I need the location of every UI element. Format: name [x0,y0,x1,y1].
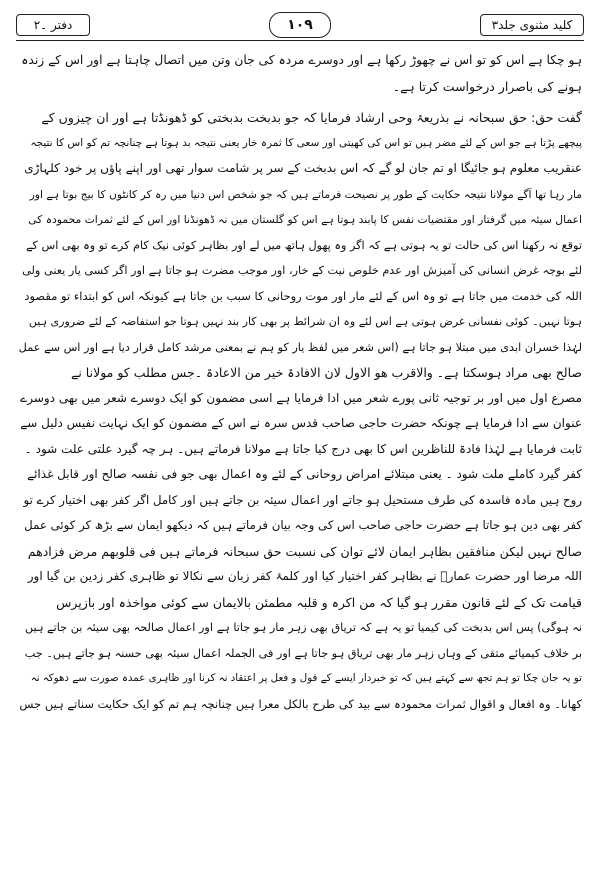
text-line: عنوان سے ادا فرمایا ہے چونکہ حضرت حاجی صاحب قدس سرہ نے اس کے مضمون کو ایک نہایت نفیس دلیل سے [20,416,582,430]
book-title-label: کلید مثنوی جلد۳ [480,14,584,36]
text-line: تو یہ جان چکا تو ہم تجھ سے کہتے ہیں کہ تو خبردار ایسے کے قول و فعل پر اعتقاد نہ کرنا اور ظاہری عمدہ صورت سے دھوکہ نہ [30,672,582,684]
page-header [16,12,584,38]
text-line: پیچھے پڑتا ہے جو اس کے لئے مضر ہیں تو اس کی کھیتی اور سعی کا ثمرہ خار یعنی نتیجہ بد ہوتا ہے چنانچہ تم کو اس کا نتیجہ [30,136,582,149]
page-number: ۱۰۹ [269,12,331,38]
text-line: نہ ہوگی) پس اس بدبخت کی کیمیا تو یہ ہے کہ تریاق بھی زہر مار ہو جاتا ہے اور اعمال صالحہ بھی سیئہ بن جاتے ہیں [24,621,582,634]
text-line: ہو چکا ہے اس کو تو اس نے چھوڑ رکھا ہے اور دوسرے مردہ کی جان وتن میں اتصال چاہتا ہے اور اس کے زندہ [21,53,582,67]
text-line: اعمال سیئہ میں گرفتار اور مقتضیات نفس کا پابند ہوتا ہے اس کو گلستان میں نہ ڈھونڈنا اور اس کے لئے ثمرات محمودہ کی [28,213,582,226]
text-line: کفر گیرد کاملے ملت شود ۔ یعنی مبتلائے امراض روحانی کے لئے وہ اعمال بھی جو فی نفسہ صالح اور قابل غذائے [27,467,582,481]
text-line: عنقریب معلوم ہو جائیگا او تم جان لو گے کہ اس بدبخت کے سر پر شامت سوار تھی اور اپنے پاؤں پر خود کلہاڑی [24,161,582,175]
text-line: روح ہیں مادہ فاسدہ کی طرف مستحیل ہو جاتے اور اعمال سیئہ بن جاتے ہیں اور کامل اگر کفر بھی اختیار کرے تو [23,492,582,507]
text-line: لہٰذا خسران ابدی میں مبتلا ہو جاتا ہے (اس شعر میں لفظ یار کو ہم نے بمعنی مرشد کامل قرار دیا ہے اور اس سے عمل [18,340,582,354]
text-line: لئے بوجہ غرض انسانی کی آمیزش اور عدم خلوص نیت کے خار، اور موجب مضرت ہو جاتا ہے اور اگر کسی یار یعنی ولی [22,264,582,277]
text-line: کھانا۔ وہ افعال و اقوال ثمرات محمودہ سے بید کی طرح بالکل معرا ہیں چنانچہ ہم تم کو ایک حکایت سناتے ہیں جس [19,696,582,711]
page-body [18,48,582,874]
text-line: کفر بھی دین ہو جاتا ہے حضرت حاجی صاحب اس کی وجہ بیان فرماتے ہیں کہ دیکھو ایمان سے بڑھ کر کوئی عمل [24,518,582,532]
text-line: اللہ مرضا اور حضرت عمارؓ نے بظاہر کفر اختیار کیا اور کلمۂ کفر زبان سے نکالا تو ظاہری کفر زدین بن گیا اور [27,569,582,583]
text-line: مصرع اول میں اور بر توجیہ ثانی پورے شعر میں ادا فرمایا ہے اسی مضمون کو ایک دوسرے شعر میں بھی دوسرے [20,390,582,405]
text-line: ثابت فرمایا ہے لہٰذا فادۃ للناظرین اس کا بھی درج کیا جاتا ہے مولانا فرماتے ہیں۔ ہر چہ گیرد علتی علت شود ۔ [24,441,582,456]
text-line: گفت حق: حق سبحانہ نے بذریعۂ وحی ارشاد فرمایا کہ جو بدبخت بدبختی کو ڈھونڈتا ہے اور ان چیزوں کے [41,110,582,125]
section-label: دفتر ۔۲ [16,14,90,36]
text-line: توقع نہ رکھنا اس کی حالت تو یہ ہوتی ہے کہ اگر وہ پھول ہاتھ میں لے اور بظاہر کوئی نیک کام کرے تو وہ بھی اس کے [25,238,582,252]
text-line: مار رہا تھا آگے مولانا نتیجہ حکایت کے طور پر نصیحت فرماتے ہیں کہ جو شخص اس دنیا میں رہ کر کانٹوں کا بیج بوتا ہے اور [29,187,582,201]
text-line: ہوتا نہیں۔ کوئی نفسانی غرض ہوتی ہے اس لئے وہ ان شرائط پر بھی کار بند نہیں ہوتا جو استفاضہ کے لئے ضروری ہیں [28,315,582,328]
header-divider [16,40,584,41]
text-line: بر خلاف کیمیائے متقی کے وہاں زہر مار بھی تریاق ہو جاتا ہے اور فی الجملہ اعمال سیئہ بھی حسنہ ہو جاتے ہیں۔ جب [24,646,582,660]
text-line: صالح بھی مراد ہوسکتا ہے۔ والاقرب ھو الاول لان الافادۃ خیر من الاعادۃ ۔جس مطلب کو مولانا نے [71,365,582,380]
text-line: قیامت تک کے لئے قانون مقرر ہو گیا کہ من اکرہ و قلبہ مطمئن بالایمان سے کوئی مواخذہ اور بازپرس [56,594,582,610]
text-line: ہونے کی باصرار درخواست کرتا ہے۔ [392,78,582,94]
text-line: اللہ کی خدمت میں جاتا ہے تو وہ اس کے لئے مار اور موت روحانی کا سبب بن جاتا ہے کیونکہ اس کو ابتداء تو مقصود [24,288,582,303]
text-line: صالح نہیں لیکن منافقین بظاہر ایمان لائے توان کی نسبت حق سبحانہ فرماتے ہیں فی قلوبھم مرض فزادھم [27,543,582,559]
